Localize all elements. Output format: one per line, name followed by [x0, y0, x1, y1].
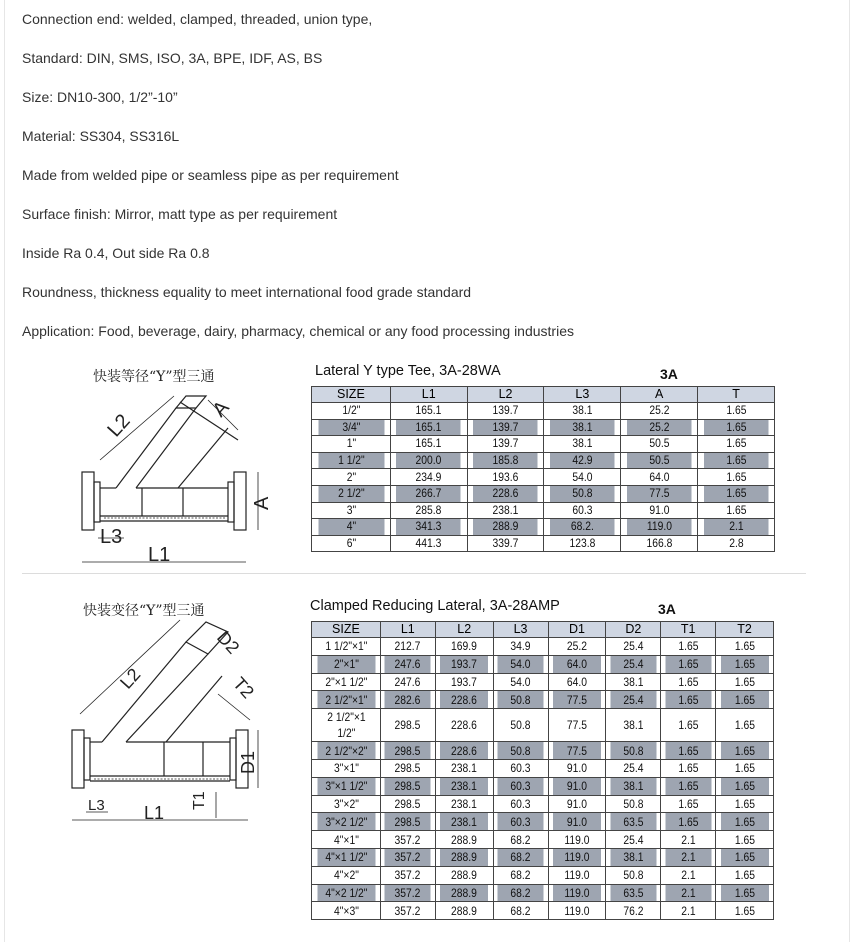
value-cell: 166.8 — [626, 535, 692, 552]
value-cell: 238.1 — [439, 813, 489, 831]
size-cell: 2"×1" — [316, 655, 375, 673]
spec-item: Standard: DIN, SMS, ISO, 3A, BPE, IDF, AS, BS — [22, 50, 323, 66]
value-cell: 1.65 — [720, 655, 770, 673]
value-cell: 25.4 — [610, 691, 657, 709]
table-row — [312, 436, 775, 453]
section-divider — [22, 573, 806, 574]
value-cell: 228.6 — [439, 742, 489, 760]
value-cell: 25.2 — [626, 403, 692, 420]
table-row — [312, 813, 774, 831]
column-header: T1 — [661, 622, 716, 638]
value-cell: 298.5 — [384, 777, 431, 795]
value-cell: 288.9 — [473, 519, 539, 536]
value-cell: 68.2 — [497, 866, 544, 884]
column-header: L1 — [390, 387, 467, 403]
value-cell: 2.1 — [665, 831, 712, 849]
value-cell: 54.0 — [497, 655, 544, 673]
value-cell: 25.2 — [626, 419, 692, 436]
value-cell: 357.2 — [384, 866, 431, 884]
size-cell: 1" — [317, 436, 385, 453]
value-cell: 165.1 — [396, 419, 462, 436]
value-cell: 68.2 — [497, 831, 544, 849]
value-cell: 1.65 — [720, 691, 770, 709]
section1-caption: 快装等径“Y”型三通 — [93, 369, 215, 385]
value-cell: 185.8 — [473, 452, 539, 469]
value-cell: 50.8 — [497, 709, 544, 742]
value-cell: 64.0 — [552, 655, 602, 673]
dim-l2: L2 — [103, 410, 135, 442]
value-cell: 200.0 — [396, 452, 462, 469]
value-cell: 60.3 — [497, 795, 544, 813]
value-cell: 119.0 — [552, 884, 602, 902]
value-cell: 1.65 — [665, 813, 712, 831]
value-cell: 1.65 — [665, 795, 712, 813]
value-cell: 1.65 — [720, 709, 770, 742]
spec-list — [22, 8, 574, 359]
value-cell: 50.8 — [549, 485, 615, 502]
value-cell: 38.1 — [549, 436, 615, 453]
value-cell: 77.5 — [552, 742, 602, 760]
value-cell: 123.8 — [549, 535, 615, 552]
value-cell: 441.3 — [396, 535, 462, 552]
value-cell: 68.2 — [497, 884, 544, 902]
right-ferrule — [230, 738, 236, 780]
table-row — [312, 485, 775, 502]
value-cell: 1.65 — [703, 436, 769, 453]
value-cell: 50.8 — [497, 742, 544, 760]
dim-t2: T2 — [229, 673, 258, 703]
table-row — [312, 638, 774, 656]
value-cell: 285.8 — [396, 502, 462, 519]
value-cell: 1.65 — [703, 403, 769, 420]
size-cell: 3" — [317, 502, 385, 519]
value-cell: 357.2 — [384, 884, 431, 902]
value-cell: 298.5 — [384, 813, 431, 831]
value-cell: 139.7 — [473, 436, 539, 453]
value-cell: 1.65 — [703, 419, 769, 436]
size-cell: 2" — [317, 469, 385, 486]
value-cell: 282.6 — [384, 691, 431, 709]
dim-l3: L3 — [88, 797, 105, 814]
value-cell: 1.65 — [720, 673, 770, 691]
size-cell: 4"×1" — [316, 831, 375, 849]
value-cell: 1.65 — [720, 638, 770, 656]
value-cell: 234.9 — [396, 469, 462, 486]
value-cell: 165.1 — [396, 403, 462, 420]
value-cell: 1.65 — [720, 831, 770, 849]
table-row — [312, 691, 774, 709]
table-row — [312, 403, 775, 420]
column-header: D1 — [548, 622, 606, 638]
value-cell: 1.65 — [665, 638, 712, 656]
spec-item: Size: DN10-300, 1/2”-10” — [22, 89, 178, 105]
column-header: SIZE — [312, 387, 391, 403]
column-header: L3 — [544, 387, 621, 403]
size-cell: 3"×1 1/2" — [316, 777, 375, 795]
reducing-lateral-drawing — [68, 624, 268, 834]
value-cell: 1.65 — [665, 777, 712, 795]
column-header: T2 — [716, 622, 774, 638]
column-header: D2 — [606, 622, 661, 638]
table-row — [312, 502, 775, 519]
value-cell: 193.7 — [439, 655, 489, 673]
value-cell: 60.3 — [497, 813, 544, 831]
value-cell: 2.8 — [703, 535, 769, 552]
size-cell: 4"×1 1/2" — [316, 848, 375, 866]
table-row — [312, 452, 775, 469]
value-cell: 38.1 — [610, 673, 657, 691]
value-cell: 247.6 — [384, 673, 431, 691]
value-cell: 91.0 — [552, 795, 602, 813]
value-cell: 238.1 — [439, 759, 489, 777]
value-cell: 25.4 — [610, 831, 657, 849]
size-cell: 4"×2" — [316, 866, 375, 884]
value-cell: 165.1 — [396, 436, 462, 453]
column-header: L1 — [380, 622, 435, 638]
size-cell: 6" — [317, 535, 385, 552]
table-row — [312, 884, 774, 902]
value-cell: 1.65 — [720, 759, 770, 777]
table-row — [312, 795, 774, 813]
table2-standard: 3A — [658, 601, 676, 617]
value-cell: 298.5 — [384, 742, 431, 760]
value-cell: 228.6 — [473, 485, 539, 502]
size-cell: 3"×2 1/2" — [316, 813, 375, 831]
value-cell: 298.5 — [384, 795, 431, 813]
value-cell: 64.0 — [552, 673, 602, 691]
value-cell: 1.65 — [720, 795, 770, 813]
value-cell: 193.6 — [473, 469, 539, 486]
value-cell: 2.1 — [665, 902, 712, 920]
left-ferrule — [94, 482, 100, 522]
table-row — [312, 902, 774, 920]
value-cell: 64.0 — [626, 469, 692, 486]
value-cell: 119.0 — [626, 519, 692, 536]
value-cell: 193.7 — [439, 673, 489, 691]
dim-l1: L1 — [144, 803, 165, 823]
value-cell: 139.7 — [473, 419, 539, 436]
value-cell: 288.9 — [439, 831, 489, 849]
dim-d1: D1 — [238, 750, 258, 774]
value-cell: 238.1 — [439, 777, 489, 795]
value-cell: 25.2 — [552, 638, 602, 656]
value-cell: 212.7 — [384, 638, 431, 656]
spec-item: Application: Food, beverage, dairy, pharmacy, chemical or any food processing industries — [22, 323, 574, 339]
value-cell: 77.5 — [552, 691, 602, 709]
value-cell: 63.5 — [610, 884, 657, 902]
table-row — [312, 469, 775, 486]
spec-item: Material: SS304, SS316L — [22, 128, 180, 144]
value-cell: 119.0 — [552, 866, 602, 884]
left-ferrule — [84, 738, 90, 780]
right-ferrule — [228, 482, 234, 522]
value-cell: 1.65 — [665, 709, 712, 742]
value-cell: 288.9 — [439, 884, 489, 902]
dim-a-top: A — [208, 396, 234, 422]
size-cell: 1 1/2" — [317, 452, 385, 469]
value-cell: 298.5 — [384, 759, 431, 777]
table1-title: Lateral Y type Tee, 3A-28WA — [315, 363, 501, 379]
table-row — [312, 519, 775, 536]
value-cell: 38.1 — [610, 848, 657, 866]
value-cell: 1.65 — [665, 759, 712, 777]
value-cell: 1.65 — [665, 742, 712, 760]
lateral-tee-drawing — [78, 388, 278, 568]
value-cell: 1.65 — [703, 469, 769, 486]
column-header: SIZE — [312, 622, 381, 638]
value-cell: 288.9 — [439, 866, 489, 884]
dim-t1: T1 — [191, 791, 208, 810]
spec-item: Surface finish: Mirror, matt type as per requirement — [22, 206, 338, 222]
value-cell: 25.4 — [610, 655, 657, 673]
value-cell: 1.65 — [720, 848, 770, 866]
dim-a-side: A — [251, 496, 273, 510]
value-cell: 38.1 — [549, 419, 615, 436]
spec-item: Made from welded pipe or seamless pipe as per requirement — [22, 167, 399, 183]
size-cell: 2"×1 1/2" — [316, 673, 375, 691]
table-row — [312, 419, 775, 436]
size-cell: 1 1/2"×1" — [316, 638, 375, 656]
size-cell: 2 1/2" — [317, 485, 385, 502]
value-cell: 2.1 — [665, 866, 712, 884]
table-row — [312, 848, 774, 866]
value-cell: 1.65 — [720, 902, 770, 920]
value-cell: 68.2. — [549, 519, 615, 536]
value-cell: 1.65 — [703, 452, 769, 469]
value-cell: 68.2 — [497, 848, 544, 866]
left-flange — [72, 730, 84, 788]
value-cell: 77.5 — [552, 709, 602, 742]
reducing-lateral-table — [311, 621, 774, 920]
value-cell: 228.6 — [439, 691, 489, 709]
size-cell: 2 1/2"×2" — [316, 742, 375, 760]
value-cell: 68.2 — [497, 902, 544, 920]
value-cell: 50.8 — [610, 795, 657, 813]
value-cell: 339.7 — [473, 535, 539, 552]
spec-item: Connection end: welded, clamped, threaded, union type, — [22, 11, 373, 27]
dim-d2: D2 — [213, 627, 244, 658]
left-flange — [82, 472, 94, 530]
value-cell: 34.9 — [497, 638, 544, 656]
value-cell: 238.1 — [439, 795, 489, 813]
value-cell: 357.2 — [384, 831, 431, 849]
value-cell: 357.2 — [384, 848, 431, 866]
value-cell: 1.65 — [665, 655, 712, 673]
table-row — [312, 673, 774, 691]
value-cell: 266.7 — [396, 485, 462, 502]
value-cell: 139.7 — [473, 403, 539, 420]
table-row — [312, 709, 774, 742]
size-cell: 1/2" — [317, 403, 385, 420]
value-cell: 63.5 — [610, 813, 657, 831]
column-header: A — [621, 387, 698, 403]
value-cell: 1.65 — [665, 691, 712, 709]
table-row — [312, 777, 774, 795]
value-cell: 238.1 — [473, 502, 539, 519]
table-row — [312, 535, 775, 552]
column-header: L2 — [467, 387, 544, 403]
size-cell: 2 1/2"×1" — [316, 691, 375, 709]
value-cell: 247.6 — [384, 655, 431, 673]
size-cell: 3/4" — [317, 419, 385, 436]
value-cell: 357.2 — [384, 902, 431, 920]
value-cell: 119.0 — [552, 831, 602, 849]
lateral-tee-table — [311, 386, 775, 552]
value-cell: 76.2 — [610, 902, 657, 920]
value-cell: 50.8 — [610, 742, 657, 760]
size-cell: 4" — [317, 519, 385, 536]
value-cell: 50.5 — [626, 452, 692, 469]
table-row — [312, 866, 774, 884]
value-cell: 60.3 — [549, 502, 615, 519]
dim-l1: L1 — [148, 544, 171, 566]
value-cell: 91.0 — [626, 502, 692, 519]
column-header: T — [698, 387, 775, 403]
table-row — [312, 742, 774, 760]
table-row — [312, 759, 774, 777]
table-row — [312, 655, 774, 673]
value-cell: 42.9 — [549, 452, 615, 469]
size-cell: 3"×1" — [316, 759, 375, 777]
spec-item: Roundness, thickness equality to meet international food grade standard — [22, 284, 472, 300]
value-cell: 91.0 — [552, 759, 602, 777]
value-cell: 1.65 — [720, 866, 770, 884]
size-cell: 4"×3" — [316, 902, 375, 920]
column-header: L3 — [493, 622, 548, 638]
value-cell: 288.9 — [439, 902, 489, 920]
value-cell: 1.65 — [665, 673, 712, 691]
value-cell: 91.0 — [552, 813, 602, 831]
value-cell: 38.1 — [549, 403, 615, 420]
value-cell: 2.1 — [665, 848, 712, 866]
value-cell: 38.1 — [610, 709, 657, 742]
value-cell: 288.9 — [439, 848, 489, 866]
section2-caption: 快装变径“Y”型三通 — [83, 603, 205, 619]
value-cell: 298.5 — [384, 709, 431, 742]
value-cell: 228.6 — [439, 709, 489, 742]
table2-title: Clamped Reducing Lateral, 3A-28AMP — [310, 598, 560, 614]
right-flange — [234, 472, 246, 530]
value-cell: 54.0 — [549, 469, 615, 486]
value-cell: 2.1 — [665, 884, 712, 902]
value-cell: 50.8 — [610, 866, 657, 884]
size-cell: 4"×2 1/2" — [316, 884, 375, 902]
table1-standard: 3A — [660, 366, 678, 382]
value-cell: 2.1 — [703, 519, 769, 536]
column-header: L2 — [435, 622, 493, 638]
value-cell: 1.65 — [720, 884, 770, 902]
value-cell: 50.5 — [626, 436, 692, 453]
value-cell: 1.65 — [720, 777, 770, 795]
value-cell: 1.65 — [703, 502, 769, 519]
value-cell: 1.65 — [720, 742, 770, 760]
value-cell: 1.65 — [720, 813, 770, 831]
value-cell: 60.3 — [497, 759, 544, 777]
value-cell: 38.1 — [610, 777, 657, 795]
value-cell: 91.0 — [552, 777, 602, 795]
value-cell: 60.3 — [497, 777, 544, 795]
value-cell: 119.0 — [552, 902, 602, 920]
value-cell: 119.0 — [552, 848, 602, 866]
size-cell: 3"×2" — [316, 795, 375, 813]
table-row — [312, 831, 774, 849]
value-cell: 341.3 — [396, 519, 462, 536]
spec-item: Inside Ra 0.4, Out side Ra 0.8 — [22, 245, 210, 261]
value-cell: 25.4 — [610, 759, 657, 777]
dim-l2: L2 — [116, 664, 145, 693]
dim-l3: L3 — [100, 526, 123, 548]
value-cell: 50.8 — [497, 691, 544, 709]
value-cell: 77.5 — [626, 485, 692, 502]
value-cell: 169.9 — [439, 638, 489, 656]
value-cell: 25.4 — [610, 638, 657, 656]
value-cell: 1.65 — [703, 485, 769, 502]
size-cell: 2 1/2"×1 1/2" — [316, 709, 375, 742]
value-cell: 54.0 — [497, 673, 544, 691]
